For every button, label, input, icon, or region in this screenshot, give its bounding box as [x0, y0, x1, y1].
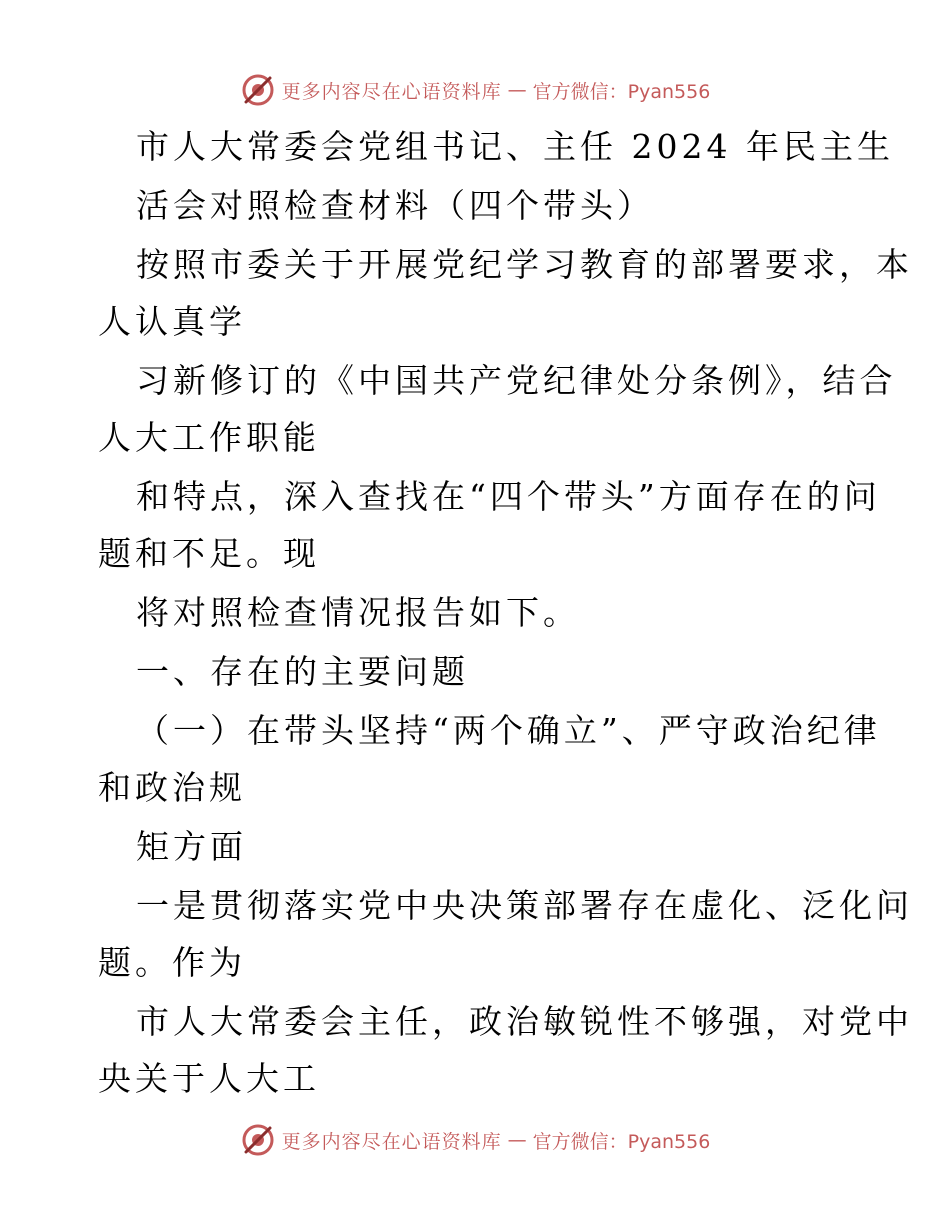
watermark-banner-bottom: [0, 1120, 950, 1160]
doc-line: 和特点，深入查找在“四个带头”方面存在的问: [136, 477, 881, 516]
doc-line: 习新修订的《中国共产党纪律处分条例》，结合: [136, 361, 897, 400]
doc-line: 人大工作职能: [98, 418, 320, 457]
watermark-wechat: 官方微信：Pyan556: [532, 80, 711, 103]
doc-line: 市人大常委会主任，政治敏锐性不够强，对党中: [136, 1002, 913, 1041]
watermark-text: 更多内容尽在心语资料库: [281, 80, 502, 103]
doc-line: 一、存在的主要问题: [136, 652, 469, 691]
watermark-banner-top: [0, 70, 950, 110]
doc-line: 一是贯彻落实党中央决策部署存在虚化、泛化问: [136, 886, 913, 925]
doc-line: 人认真学: [98, 302, 246, 341]
watermark-dash: —: [507, 1129, 527, 1151]
doc-line: 矩方面: [136, 827, 247, 866]
doc-line: 活会对照检查材料（四个带头）: [136, 186, 654, 225]
watermark-text: 更多内容尽在心语资料库: [281, 1130, 502, 1153]
pen-logo-icon: [240, 72, 276, 108]
doc-line: 按照市委关于开展党纪学习教育的部署要求，本: [136, 245, 913, 284]
doc-line: 题和不足。现: [98, 534, 320, 573]
doc-line: 市人大常委会党组书记、主任 2024 年民主生: [136, 127, 894, 166]
pen-logo-icon: [240, 1122, 276, 1158]
doc-line: 央关于人大工: [98, 1059, 320, 1098]
doc-line: （一）在带头坚持“两个确立”、严守政治纪律: [136, 711, 881, 750]
watermark-dash: —: [507, 79, 527, 101]
doc-line: 和政治规: [98, 768, 246, 807]
doc-line: 题。作为: [98, 943, 246, 982]
watermark-wechat: 官方微信：Pyan556: [532, 1130, 711, 1153]
doc-line: 将对照检查情况报告如下。: [136, 593, 580, 632]
